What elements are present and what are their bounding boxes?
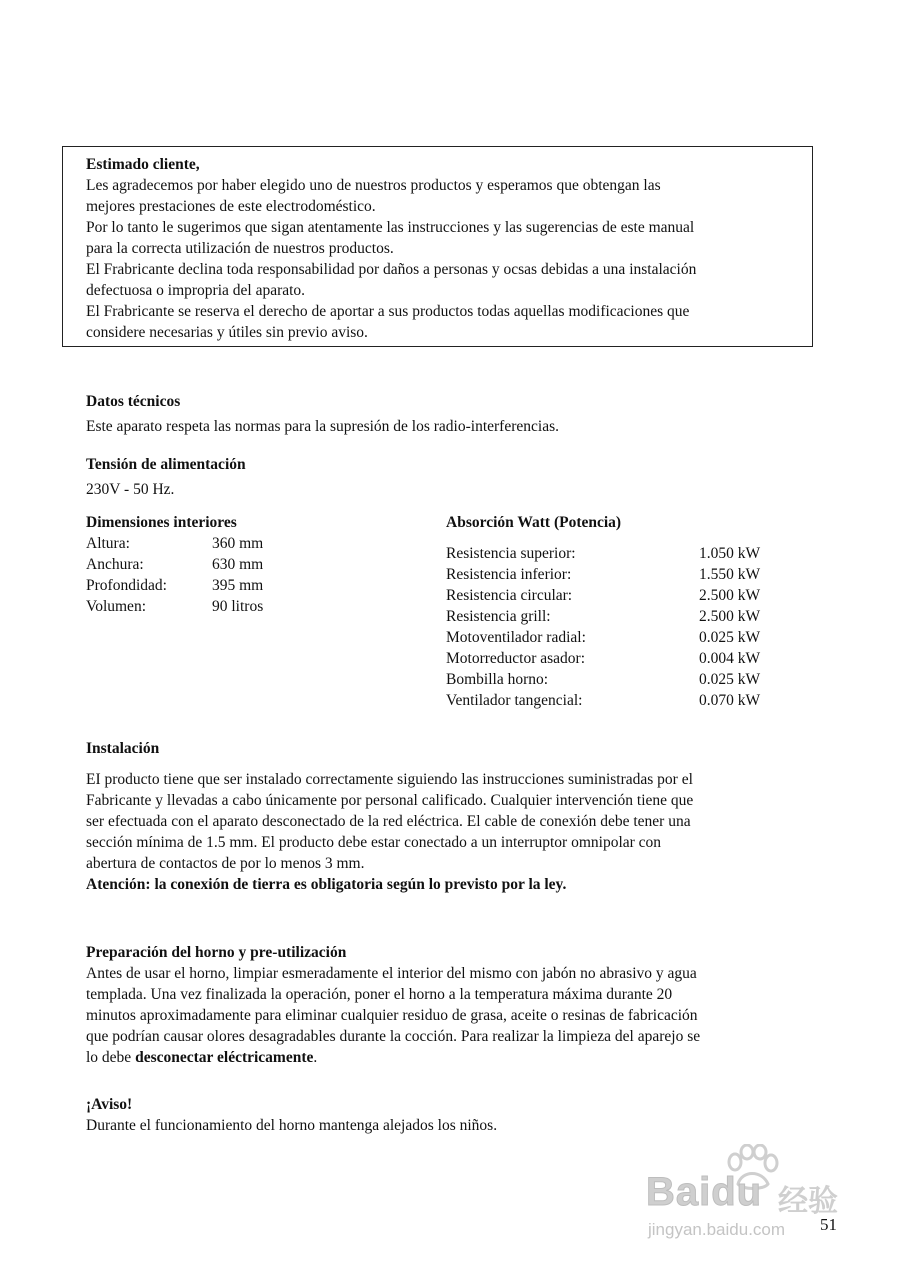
preparacion-heading: Preparación del horno y pre-utilización [86, 944, 347, 961]
notice-line: mejores prestaciones de este electrodoméstico. [86, 198, 376, 215]
preparacion-line: Antes de usar el horno, limpiar esmeradamente el interior del mismo con jabón no abrasivo y agua [86, 965, 697, 982]
aviso-section [86, 1094, 497, 1136]
notice-line: Les agradecemos por haber elegido uno de nuestros productos y esperamos que obtengan las [86, 177, 661, 194]
notice-line: El Frabricante se reserva el derecho de aportar a sus productos todas aquellas modificaciones que [86, 303, 690, 320]
preparacion-line: que podrían causar olores desagradables durante la cocción. Para realizar la limpieza del aparejo se [86, 1028, 701, 1045]
instalacion-heading: Instalación [86, 740, 160, 757]
table-row: Volumen: 90 litros [86, 598, 264, 615]
notice-line: El Frabricante declina toda responsabilidad por daños a personas y ocsas debidas a una instalación [86, 261, 697, 278]
table-row: Ventilador tangencial: 0.070 kW [446, 692, 761, 709]
notice-line: Por lo tanto le sugerimos que sigan atentamente las instrucciones y las sugerencias de este manual [86, 219, 695, 236]
table-row: Motoventilador radial: 0.025 kW [446, 629, 761, 646]
watermark-url: jingyan.baidu.com [648, 1220, 786, 1239]
datos-text: Este aparato respeta las normas para la supresión de los radio-interferencias. [86, 418, 559, 435]
tension-heading: Tensión de alimentación [86, 456, 246, 473]
table-row: Altura: 360 mm [86, 535, 264, 552]
notice-line: considere necesarias y útiles sin previo aviso. [86, 324, 368, 341]
tension-value: 230V - 50 Hz. [86, 481, 175, 498]
baidu-watermark [642, 1140, 847, 1245]
preparacion-section [86, 942, 700, 1068]
page-number: 51 [820, 1215, 837, 1234]
datos-section [86, 391, 559, 437]
preparacion-last-line: lo debe desconectar eléctricamente. [86, 1049, 318, 1066]
notice-line: para la correcta utilización de nuestros productos. [86, 240, 394, 257]
dimensiones-heading: Dimensiones interiores [86, 514, 237, 531]
instalacion-warning: Atención: la conexión de tierra es obligatoria según lo previsto por la ley. [86, 876, 567, 893]
table-row: Bombilla horno: 0.025 kW [446, 671, 761, 688]
preparacion-line: templada. Una vez finalizada la operación, poner el horno a la temperatura máxima durante 20 [86, 986, 673, 1003]
datos-heading: Datos técnicos [86, 393, 181, 410]
absorcion-section [446, 512, 760, 711]
table-row: Profondidad: 395 mm [86, 577, 264, 594]
absorcion-table [446, 543, 760, 711]
instalacion-line: EI producto tiene que ser instalado correctamente siguiendo las instrucciones suministradas por el [86, 771, 693, 788]
table-row: Anchura: 630 mm [86, 556, 264, 573]
instalacion-section [86, 738, 693, 895]
notice-text [86, 154, 696, 343]
aviso-text: Durante el funcionamiento del horno mantenga alejados los niños. [86, 1117, 498, 1134]
instalacion-line: sección mínima de 1.5 mm. El producto debe estar conectado a un interruptor omnipolar con [86, 834, 662, 851]
absorcion-heading: Absorción Watt (Potencia) [446, 514, 622, 531]
watermark-brand: Baidu [646, 1170, 763, 1214]
instalacion-line: abertura de contactos de por lo menos 3 mm. [86, 855, 365, 872]
table-row: Motorreductor asador: 0.004 kW [446, 650, 761, 667]
preparacion-line: minutos aproximadamente para eliminar cualquier residuo de grasa, aceite o resinas de fabricación [86, 1007, 698, 1024]
aviso-heading: ¡Aviso! [86, 1096, 133, 1113]
watermark-brand-cn: 经验 [778, 1185, 838, 1218]
table-row: Resistencia superior: 1.050 kW [446, 545, 761, 562]
dimensiones-section [86, 512, 263, 617]
instalacion-line: ser efectuada con el aparato desconectado de la red eléctrica. El cable de conexión debe tener una [86, 813, 691, 830]
paw-icon [724, 1144, 780, 1190]
tension-section [86, 454, 246, 500]
preparacion-bold-text: desconectar eléctricamente [135, 1049, 314, 1066]
table-row: Resistencia inferior: 1.550 kW [446, 566, 761, 583]
notice-line: defectuosa o impropria del aparato. [86, 282, 306, 299]
dimensiones-table [86, 533, 263, 617]
table-row: Resistencia circular: 2.500 kW [446, 587, 761, 604]
instalacion-line: Fabricante y llevadas a cabo únicamente por personal calificado. Cualquier intervención tiene que [86, 792, 694, 809]
notice-greeting: Estimado cliente, [86, 156, 200, 173]
table-row: Resistencia grill: 2.500 kW [446, 608, 761, 625]
